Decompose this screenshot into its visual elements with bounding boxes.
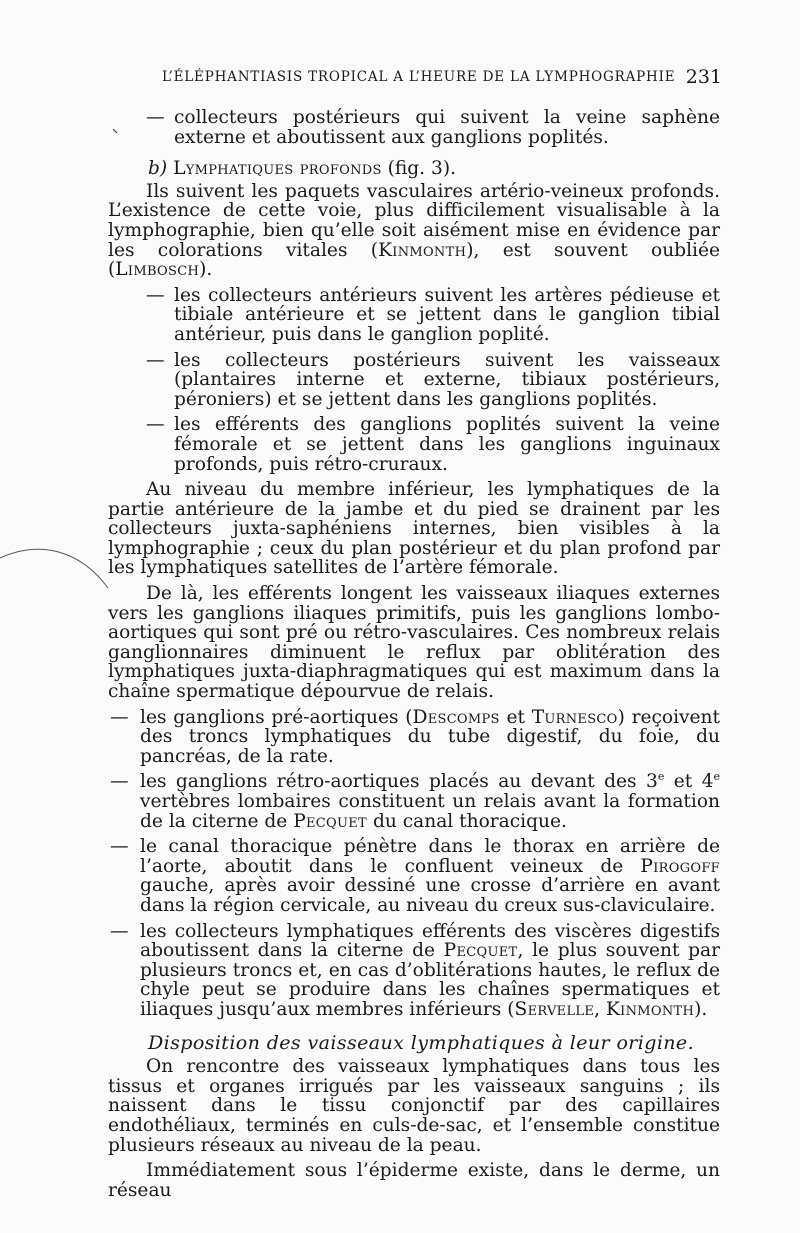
section-label: b) [148,158,168,180]
list-item [108,351,720,410]
dash-marker: — [110,706,129,728]
running-title: L’ÉLÉPHANTIASIS TROPICAL A L’HEURE DE LA LYMPHOGRAPHIE [162,69,676,85]
dash-marker: — [110,836,129,858]
author-name: Descomps [412,706,500,728]
list-item [108,772,720,831]
dash-marker: — [146,107,165,128]
superscript: e [713,770,720,784]
text-run: gauche, après avoir dessiné une crosse d’arrière en avant dans la région cervicale, au niveau du creux sus-claviculaire. [140,875,720,916]
text-run: ). [694,998,708,1020]
list-item [108,922,720,1020]
author-name: Pirogoff [640,855,720,877]
list-item [108,286,720,345]
subsection-heading: Disposition des vaisseaux lymphatiques à leur origine. [148,1031,695,1054]
author-name: Kinmonth [378,239,467,261]
author-name: Kinmonth [605,998,695,1020]
text-run: le canal thoracique pénètre dans le thorax en arrière de l’aorte, aboutit dans le confluent veineux de [140,836,720,877]
scan-margin-arc [0,530,110,610]
list-item [108,108,720,147]
author-name: Limbosch [115,259,200,281]
paragraph: On rencontre des vaisseaux lymphatiques dans tous les tissus et organes irrigués par les vaisseaux sanguins ; ils naissent dans le tissu conjonctif par des capillaires endothéliaux, terminés en culs-de-sac, et l’ensemble constitue plusieurs réseaux au niveau de la peau. [108,1056,720,1156]
list-item [108,708,720,767]
text-run: , le plus souvent par plusieurs troncs et, en cas d’oblitérations hautes, le reflux de chyle peut se produire dans les chaînes spermatiques et iliaques jusqu’aux membres inférieurs ( [140,940,720,1020]
list-item [108,415,720,474]
text-run: , [594,998,606,1020]
author-name: Pecquet [443,940,518,962]
body-text [108,108,720,1209]
author-name: Servelle [514,998,595,1020]
text-run: les ganglions rétro-aortiques placés au devant des 3 [140,771,658,793]
paragraph: Immédiatement sous l’épiderme existe, dans le derme, un réseau [108,1160,720,1201]
item-text: les collecteurs postérieurs suivent les vaisseaux (plantaires interne et externe, tibiaux postérieurs, péroniers) et se jettent dans les ganglions poplités. [174,349,720,410]
text-run: et 4 [664,771,714,793]
item-text: collecteurs postérieurs qui suivent la veine saphène externe et aboutissent aux ganglions poplités. [174,107,720,148]
paragraph [108,182,720,280]
section-heading-b [148,159,720,179]
running-header [118,64,722,90]
text-run: vertèbres lombaires constituent un relais avant la formation de la citerne de [140,791,720,832]
text-run: et [499,706,532,728]
list-item [108,837,720,915]
page-number: 231 [685,66,722,88]
dash-marker: — [146,284,165,306]
item-text: les efférents des ganglions poplités suivent la veine fémorale et se jettent dans les ganglions inguinaux profonds, puis rétro-cruraux. [174,414,720,475]
dash-marker: — [146,349,165,371]
figure-ref: (fig. 3). [387,158,456,180]
text-run: Ils suivent les paquets vasculaires artério-veineux profonds. L’existence de cette voie, plus difficilement visualisable à la lymphographie, bien qu’elle soit aisément mise en évidence par les colorations vitales ( [108,180,720,261]
item-text: les collecteurs antérieurs suivent les artères pédieuse et tibiale antérieure et se jettent dans le ganglion tibial antérieur, puis dans le ganglion poplité. [174,284,720,345]
paragraph: De là, les efférents longent les vaisseaux iliaques externes vers les ganglions iliaques primitifs, puis les ganglions lombo-aortiques qui sont pré ou rétro-vasculaires. Ces nombreux relais ganglionnaires diminuent le reflux par oblitération des lymphatiques juxta-diaphragmatiques qui est maximum dans la chaîne spermatique dépourvue de relais. [108,583,720,703]
superscript: e [657,770,665,784]
author-name: Pecquet [293,810,368,832]
dash-marker: — [110,771,129,793]
author-name: Turnesco [531,706,618,728]
text-run: ). [199,259,213,281]
text-run: du canal thoracique. [367,810,567,832]
text-run: les collecteurs lymphatiques efférents des viscères digestifs aboutissent dans la citerne de [140,920,720,962]
dash-marker: — [146,414,165,436]
text-run: les ganglions pré-aortiques ( [140,706,413,728]
dash-marker: — [110,920,129,942]
text-run: ), est souvent oubliée ( [108,239,720,281]
text-run: ) reçoivent des troncs lymphatiques du tube digestif, du foie, du pancréas, de la rate. [140,706,720,767]
section-title: Lymphatiques profonds [173,158,382,180]
paragraph: Au niveau du membre inférieur, les lymphatiques de la partie antérieure de la jambe et du pied se drainent par les collecteurs juxta-saphéniens internes, bien visibles à la lymphographie ; ceux du plan postérieur et du plan profond par les lymphatiques satellites de l’artère fémorale. [108,479,720,579]
